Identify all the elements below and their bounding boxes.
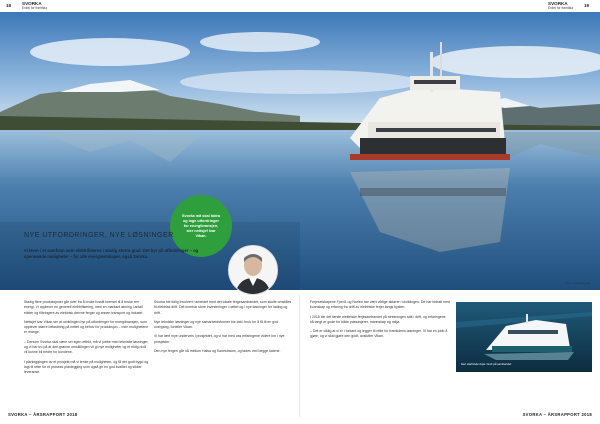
- paragraph: Stadig flere produksjoner går over fra å bruke fossilt brensel til å bruke ren energi. Vi opplever en generell elektrifisering, med en markant økning i antall elbiler og tilbringere av elektrisk drevne ferger og annen transport og industri.: [24, 300, 144, 315]
- page-spine: [299, 295, 300, 417]
- right-page-number: 19: [584, 3, 590, 8]
- paragraph: – Det er viktig at vi er i forkant og legger til rette for framtidens løsninger. Vi har en jobb å gjøre, og vi skal gjøre den godt, avslutter Vikan.: [310, 329, 448, 339]
- left-header-brand: SVORKA: [22, 1, 42, 6]
- right-page-header: [548, 2, 573, 10]
- paragraph: Den nye fergen går nå mellom Halsa og Kanestraum, og lades ved begge kaiene.: [154, 349, 281, 354]
- pull-quote-text: Svorka må skal bidra og lage utfordringer for energibransjen, sier nettsjef Ivar Vikan.: [182, 213, 220, 238]
- right-header-subtitle: Enkel for framtida: [548, 6, 573, 10]
- right-footer: SVORKA – ÅRSRAPPORT 2018: [522, 412, 592, 417]
- body-column-3: [310, 300, 450, 344]
- left-header-subtitle: Enkel for framtida: [22, 6, 47, 10]
- body-column-1: [24, 300, 150, 380]
- paragraph: Nettsjef Ivar Vikan ser at utviklingen byr på utfordringer for energibransjen, som opplever større belastning på nettet og behov for produksjon – men mulighetene er mange.: [24, 319, 149, 335]
- right-header-brand: SVORKA: [548, 1, 568, 6]
- paragraph: Vi har lært mye underveis i prosjektet, og vi har med oss erfaringene videre inn i nye prosjekter.: [154, 334, 285, 344]
- ferry-photo-caption: Den elektriske ferja i bruk på sambandet.: [461, 362, 512, 366]
- paragraph: Nye tekniske løsninger og nye samarbeidsformer ble tatt i bruk for å få til en god overgang, forteller Vikan.: [154, 319, 279, 330]
- left-page-number: 18: [6, 3, 12, 8]
- paragraph: – Dersom Svorka skal være sin egen effekt, må vi jobbe med tekniske løsninger, og vi har tro på at den grønne omstillingen vil gi nye muligheter og et riktig nivå vil kunne bli bedre for kundene.: [24, 339, 149, 355]
- paragraph: Ferjeselskapene Fjord1 og Norled har vært viktige aktører i utviklingen. De har bidratt med kunnskap og erfaring fra drift av elektriske ferjer langs kysten.: [310, 300, 450, 310]
- left-footer: SVORKA – ÅRSRAPPORT 2018: [8, 412, 78, 417]
- article-lead: Vi lever i et samfunn som elektrifiseres i stadig større grad. Det byr på utfordringer – og spennende muligheter – for alle energiselskaper, også Svorka.: [24, 248, 199, 259]
- photo-credit: Foto: Lasse Moe AS: [564, 281, 590, 285]
- article-title: NYE UTFORDRINGER, NYE LØSNINGER: [24, 232, 174, 239]
- paragraph: I 2018 ble det første elektriske ferjesambandet på strekningen satt i drift, og erfaringene så langt er gode for både passasjerer, mannskap og miljø.: [310, 314, 446, 324]
- portrait-photo: [228, 245, 278, 295]
- left-page-header: [22, 2, 47, 10]
- paragraph: Svorka ble tidlig involvert i arbeidet med det lokale fergesambandet, som skulle omstilles til elektrisk drift. Det innebar store investeringer i nettet og i nye løsninger for lading og drift.: [154, 300, 292, 315]
- body-column-2: [154, 300, 292, 358]
- paragraph: I planleggingen av et prosjekt må vi tenke på muligheten, og få det godt bygd og lagt til rette for et prosess planlegging som også gir en god kvalitet og sikker leveranse.: [24, 359, 149, 375]
